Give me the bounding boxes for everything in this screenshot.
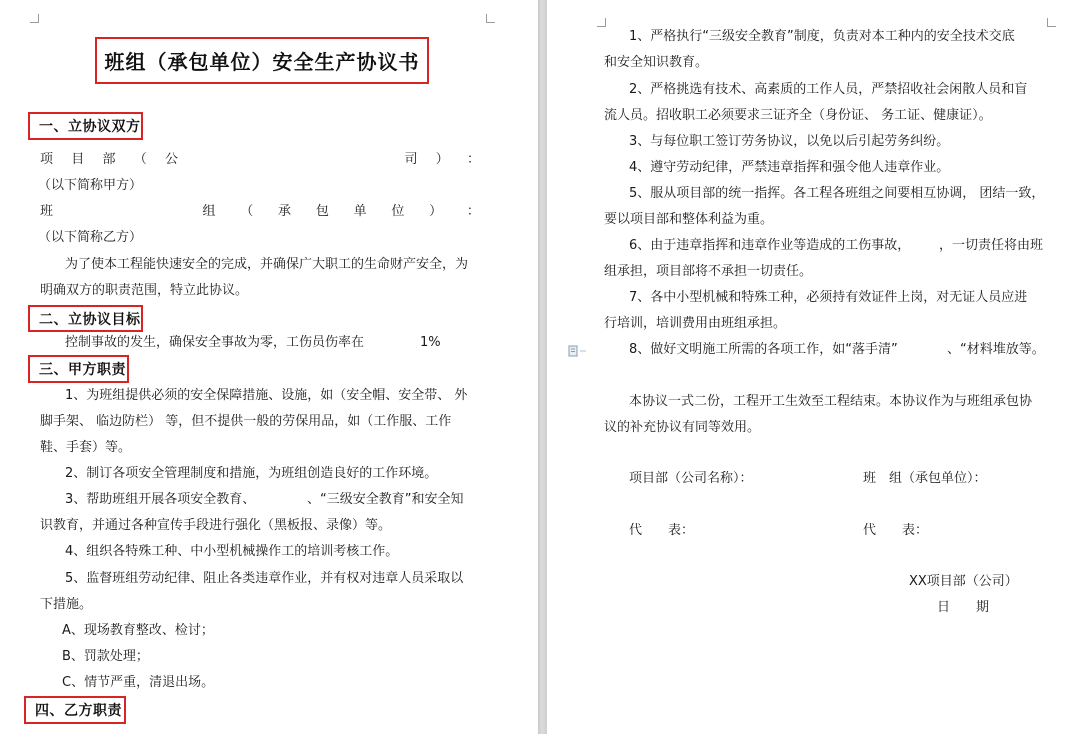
measure-b: B、罚款处理； [62, 649, 149, 664]
a2-line: 2、制订各项安全管理制度和措施，为班组创造良好的工作环境。 [65, 466, 438, 481]
heading-goal-box [28, 305, 143, 332]
a5-line-2: 下措施。 [40, 597, 93, 612]
intro-line-1: 为了使本工程能快速安全的完成，并确保广大职工的生命财产安全，为 [65, 257, 469, 272]
b8-line-b: 、“材料堆放等。 [947, 342, 1045, 357]
party-b-char: 组 [202, 204, 216, 219]
b8-line-a: 8、做好文明施工所需的各项工作，如“落手清” [629, 342, 898, 357]
signature-party-b: 班 组（承包单位）： [863, 471, 987, 486]
measure-a: A、现场教育整改、检讨； [62, 623, 214, 638]
b2-line-1: 2、严格挑选有技术、高素质的工作人员，严禁招收社会闲散人员和盲 [629, 82, 1028, 97]
b3-line: 3、与每位职工签订劳务协议，以免以后引起劳务纠纷。 [629, 134, 950, 149]
b7-line-1: 7、各中小型机械和特殊工种，必须持有效证件上岗，对无证人员应进 [629, 290, 1028, 305]
document-title-box [95, 37, 429, 84]
party-a-note: （以下简称甲方） [38, 178, 143, 193]
goal-percentage: 1% [420, 335, 441, 350]
party-b-char: 单 [353, 204, 367, 219]
heading-party-a-duties-box [28, 355, 129, 383]
a5-line-1: 5、监督班组劳动纪律、阻止各类违章作业，并有权对违章人员采取以 [65, 571, 464, 586]
measure-c: C、情节严重，清退出场。 [62, 675, 215, 690]
heading-parties-box [28, 112, 143, 140]
representative-a: 代 表： [629, 523, 695, 538]
party-a-char: ： [466, 152, 480, 167]
signing-date: 日 期 [937, 600, 990, 615]
b6-line-1b: ，一切责任将由班 [939, 238, 1044, 253]
party-b-char: ） [429, 204, 443, 219]
document-title: 班组（承包单位）安全生产协议书 [104, 50, 420, 74]
heading-goal: 二、立协议目标 [39, 311, 141, 328]
page-gutter [538, 0, 547, 734]
a1-line-3: 鞋、手套）等。 [40, 440, 132, 455]
party-a-char: （ [133, 152, 147, 167]
party-b-char: 位 [391, 204, 405, 219]
party-a-row [40, 151, 480, 169]
b1-line-1: 1、严格执行“三级安全教育”制度，负责对本工种内的安全技术交底 [629, 29, 1015, 44]
document-marker-icon[interactable] [568, 345, 588, 360]
goal-text: 控制事故的发生，确保安全事故为零，工伤员伤率在 [65, 335, 365, 350]
closing-line-1: 本协议一式二份，工程开工生效至工程结束。本协议作为与班组承包协 [629, 394, 1033, 409]
b5-line-2: 要以项目部和整体利益为重。 [604, 212, 774, 227]
corner-mark [597, 18, 606, 27]
party-b-char: 包 [315, 204, 329, 219]
party-b-char: 承 [278, 204, 292, 219]
party-b-row [40, 203, 480, 221]
document-page-left [0, 0, 538, 734]
party-b-char: ： [466, 204, 480, 219]
heading-party-b-duties-box [24, 696, 126, 724]
heading-party-a-duties: 三、甲方职责 [39, 362, 126, 378]
heading-party-b-duties: 四、乙方职责 [35, 703, 122, 719]
intro-line-2: 明确双方的职责范围，特立此协议。 [40, 283, 249, 298]
b2-line-2: 流人员。招收职工必须要求三证齐全（身份证、 务工证、健康证）。 [604, 108, 992, 123]
b4-line: 4、遵守劳动纪律，严禁违章指挥和强令他人违章作业。 [629, 160, 950, 175]
party-a-char: 司 [404, 152, 418, 167]
party-a-char: 项 [40, 152, 54, 167]
heading-parties: 一、立协议双方 [39, 119, 141, 135]
document-page-right [547, 0, 1080, 734]
a1-line-2: 脚手架、 临边防栏） 等，但不提供一般的劳保用品，如（工作服、工作 [40, 414, 452, 429]
a3-line-1b: 、“三级安全教育”和安全知 [307, 492, 464, 507]
document-marker-icon-svg [568, 345, 588, 357]
party-a-char: 公 [165, 152, 179, 167]
a3-line-1a: 3、帮助班组开展各项安全教育、 [65, 492, 256, 507]
a3-line-2: 识教育，并通过各种宣传手段进行强化（黑板报、录像）等。 [40, 518, 392, 533]
b6-line-2: 组承担，项目部将不承担一切责任。 [604, 264, 813, 279]
b7-line-2: 行培训，培训费用由班组承担。 [604, 316, 787, 331]
party-a-char: ） [435, 152, 449, 167]
corner-mark [30, 14, 39, 23]
party-b-char: 班 [40, 204, 54, 219]
a1-line-1: 1、为班组提供必须的安全保障措施、设施，如（安全帽、安全带、 外 [65, 388, 468, 403]
corner-mark [486, 14, 495, 23]
closing-line-2: 议的补充协议有同等效用。 [604, 420, 761, 435]
party-b-char: （ [240, 204, 254, 219]
b1-line-2: 和安全知识教育。 [604, 55, 709, 70]
a4-line: 4、组织各特殊工种、中小型机械操作工的培训考核工作。 [65, 544, 399, 559]
signature-party-a: 项目部（公司名称）： [629, 471, 753, 486]
representative-b: 代 表： [863, 523, 929, 538]
party-b-note: （以下简称乙方） [38, 230, 143, 245]
party-a-char: 部 [102, 152, 116, 167]
corner-mark [1047, 18, 1056, 27]
b6-line-1a: 6、由于违章指挥和违章作业等造成的工伤事故， [629, 238, 911, 253]
signing-company: XX项目部（公司） [909, 574, 1018, 589]
party-a-char: 目 [71, 152, 85, 167]
b5-line-1: 5、服从项目部的统一指挥。各工程各班组之间要相互协调， 团结一致， [629, 186, 1045, 201]
